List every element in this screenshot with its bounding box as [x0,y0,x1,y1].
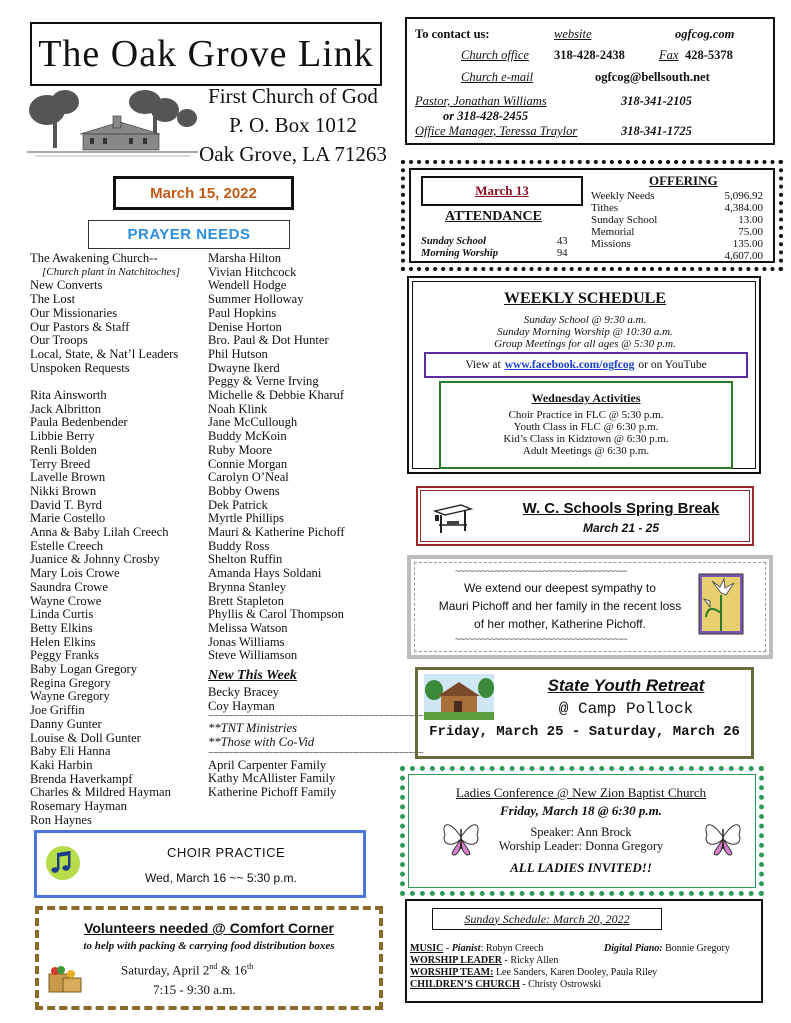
divider: ~~~~~~~~~~~~~~~~~~~~~~~~~~~~~~~~~~~~~~~~~~~ [208,748,424,760]
attendance-value: 43 [557,236,568,247]
prayer-item: Regina Gregory [30,675,111,690]
prayer-item: Danny Gunter [30,716,102,731]
volunteers-subtitle: to help with packing & carrying food distribution boxes [83,940,335,952]
prayer-item: Joe Griffin [30,703,85,718]
prayer-item: Brenda Haverkampf [30,771,133,786]
prayer-item: Myrtle Phillips [208,511,284,526]
choir-title: CHOIR PRACTICE [167,845,286,860]
prayer-item: Bro. Paul & Dot Hunter [208,333,329,348]
manager-label: Office Manager, Teressa Traylor [415,124,578,138]
website-url: ogfcog.com [675,27,735,41]
contact-box [405,17,775,145]
offering-label: Memorial [591,226,635,238]
attendance-date: March 13 [421,176,583,206]
families [208,759,388,800]
prayer-item: Charles & Mildred Hayman [30,785,171,800]
prayer-item: Melissa Watson [208,620,288,635]
prayer-item: Terry Breed [30,456,91,471]
prayer-item: Our Troops [30,333,88,348]
music-line: MUSIC - Pianist: Robyn Creech [410,943,544,954]
prayer-item: Shelton Ruffin [208,552,283,567]
food-boxes-icon [47,960,83,996]
prayer-names [30,389,205,828]
offering-label: Weekly Needs [591,190,655,202]
new-this-week-title: New This Week [208,668,297,684]
prayer-item: Mauri & Katherine Pichoff [208,525,345,540]
masthead-title: The Oak Grove Link [30,22,382,86]
volunteers-title: Volunteers needed @ Comfort Corner [84,920,334,936]
prayer-item: New Converts [30,278,103,293]
prayer-item: Baby Eli Hanna [30,744,111,759]
prayer-item: Carolyn O’Neal [208,470,289,485]
prayer-item: Rosemary Hayman [30,799,127,814]
prayer-item: Rita Ainsworth [30,388,107,403]
prayer-item: Dek Patrick [208,497,268,512]
pastor-alt-phone: or 318-428-2455 [443,109,529,123]
prayer-list-col1 [30,252,205,828]
attendance-value: 94 [557,248,568,259]
prayer-item: Linda Curtis [30,607,94,622]
prayer-item: Juanice & Johnny Crosby [30,552,160,567]
church-office-phone: 318-428-2438 [554,48,625,62]
po-box: P. O. Box 1012 [229,113,357,137]
choir-time: Wed, March 16 ~~ 5:30 p.m. [145,871,297,885]
prayer-item: Michelle & Debbie Kharuf [208,388,345,403]
church-office-label: Church office [461,48,529,62]
schedule-line: Group Meetings for all ages @ 5:30 p.m. [494,338,676,350]
email-label: Church e-mail [461,70,534,84]
youth-retreat-title: State Youth Retreat [547,676,705,695]
divider: ~~~~~~~~~~~~~~~~~~~~~~~~~~~~~~~~~~~~~~~ [455,635,627,645]
fax-number: 428-5378 [685,48,733,62]
prayer-item: Peggy Franks [30,648,99,663]
offering-title: OFFERING [649,173,718,188]
prayer-item: Marsha Hilton [208,251,282,265]
pastor-phone: 318-341-2105 [621,94,692,108]
prayer-item: The Awakening Church-- [30,251,158,265]
schedule-line: Sunday School @ 9:30 a.m. [523,314,647,326]
prayer-item: Steve Williamson [208,648,298,663]
city-address: Oak Grove, LA 71263 [199,142,387,166]
prayer-item: Our Missionaries [30,305,118,320]
prayer-item: Buddy McKoin [208,429,287,444]
church-name: First Church of God [208,84,378,108]
attendance-label: Sunday School [421,236,487,247]
prayer-item: The Lost [30,292,76,307]
offering-label: Tithes [591,202,619,214]
wednesday-line: Kid’s Class in Kidztown @ 6:30 p.m. [503,433,669,445]
prayer-names [208,252,388,663]
prayer-item: **TNT Ministries [208,721,297,736]
ministries [208,722,388,749]
sunday-schedule-box [405,899,763,1003]
wednesday-title: Wednesday Activities [531,391,641,405]
prayer-item: Kathy McAllister Family [208,771,336,786]
prayer-item: Louise & Doll Gunter [30,730,141,745]
sympathy-line: We extend our deepest sympathy to [464,581,656,595]
weekly-schedule-title: WEEKLY SCHEDULE [504,290,666,307]
offering-value: 75.00 [738,226,763,238]
youtube-text: or on YouTube [638,359,707,371]
prayer-item: Lavelle Brown [30,470,106,485]
facebook-link[interactable]: www.facebook.com/ogfcog [504,359,635,371]
prayer-item: Libbie Berry [30,429,95,444]
attendance-label: Morning Worship [421,248,498,259]
prayer-item: Denise Horton [208,319,282,334]
church-illustration [25,88,200,160]
prayer-item: Ron Haynes [30,812,92,827]
prayer-item: Connie Morgan [208,456,288,471]
prayer-item: Dwayne Ikerd [208,360,280,375]
prayer-item: Kaki Harbin [30,758,93,772]
offering-value: 13.00 [738,214,763,226]
prayer-list-col2 [208,251,424,800]
spring-break-dates: March 21 - 25 [582,521,660,535]
prayer-item: Local, State, & Nat’l Leaders [30,346,179,361]
sympathy-line: of her mother, Katherine Pichoff. [474,617,646,631]
prayer-item: Katherine Pichoff Family [208,785,337,800]
digital-piano-line: Digital Piano: Bonnie Gregory [604,943,730,954]
worship-team-line: WORSHIP TEAM: Lee Sanders, Karen Dooley, Paula Riley [410,967,658,978]
facebook-box [424,352,748,378]
volunteers-time: 7:15 - 9:30 a.m. [153,982,236,997]
prayer-item: Noah Klink [208,401,268,416]
prayer-item: Nikki Brown [30,483,97,498]
school-desk-icon [431,497,475,537]
prayer-item: Helen Elkins [30,634,96,649]
prayer-item: Brett Stapleton [208,593,284,608]
prayer-item: **Those with Co-Vid [208,734,315,749]
choir-practice-box [34,830,366,898]
prayer-item: Anna & Baby Lilah Creech [30,525,169,540]
prayer-item: Jack Albritton [30,401,102,416]
prayer-item: Marie Costello [30,511,106,526]
wednesday-activities-box [439,381,733,469]
prayer-item: Paul Hopkins [208,305,277,320]
prayer-item: Wayne Gregory [30,689,110,704]
schedule-line: Sunday Morning Worship @ 10:30 a.m. [497,326,673,338]
weekly-schedule-box [407,276,761,474]
email-address[interactable]: ogfcog@bellsouth.net [595,70,710,84]
prayer-item: Paula Bedenbender [30,415,128,430]
prayer-item: Renli Bolden [30,442,97,457]
spring-break-box [416,486,754,546]
prayer-item: Peggy & Verne Irving [208,374,319,389]
new-names [208,686,388,713]
prayer-item: Bobby Owens [208,483,280,498]
prayer-item: Mary Lois Crowe [30,566,120,581]
youth-retreat-location: @ Camp Pollock [558,700,694,718]
sunday-schedule-header: Sunday Schedule: March 20, 2022 [432,908,662,930]
wednesday-line: Choir Practice in FLC @ 5:30 p.m. [508,409,664,421]
prayer-item: Phil Hutson [208,346,268,361]
ladies-when: Friday, March 18 @ 6:30 p.m. [499,803,662,818]
prayer-item: Vivian Hitchcock [208,264,297,279]
pastor-label: Pastor, Jonathan Williams [415,94,547,108]
ladies-invite: ALL LADIES INVITED!! [510,860,652,875]
volunteers-dates: Saturday, April 2nd & 16th [121,962,254,978]
prayer-item: David T. Byrd [30,497,102,512]
prayer-item: Wayne Crowe [30,593,102,608]
offering-label: Sunday School [591,214,658,226]
attendance-offering-box [401,160,783,271]
prayer-item: Jane McCullough [208,415,298,430]
prayer-needs-title: PRAYER NEEDS [88,220,290,249]
issue-date: March 15, 2022 [113,176,294,210]
worship-leader-line: WORSHIP LEADER - Ricky Allen [410,955,559,966]
sympathy-box [407,555,773,659]
prayer-item: Estelle Creech [30,538,104,553]
prayer-item: Brynna Stanley [208,579,286,594]
prayer-item: Becky Bracey [208,684,279,699]
prayer-item: Betty Elkins [30,620,93,635]
spring-break-title: W. C. Schools Spring Break [522,500,720,517]
prayer-item-note: [Church plant in Natchitoches] [42,265,181,278]
offering-value: 4,607.00 [724,250,763,262]
youth-retreat-box [415,667,754,759]
youth-retreat-dates: Friday, March 25 - Saturday, March 26 [429,724,740,740]
offering-value: 135.00 [732,238,763,250]
view-at-text: View at [465,359,501,371]
ladies-worship: Worship Leader: Donna Gregory [498,839,664,853]
prayer-item: Phyllis & Carol Thompson [208,607,344,622]
prayer-groups [30,279,205,375]
lily-icon [698,573,744,635]
prayer-item: April Carpenter Family [208,757,327,772]
childrens-church-line: CHILDREN’S CHURCH - Christy Ostrowski [410,979,602,990]
sympathy-line: Mauri Pichoff and her family in the recent loss [438,599,682,613]
cabin-icon [424,674,494,720]
butterfly-icon [439,815,483,859]
prayer-item: Unspoken Requests [30,360,130,375]
offering-label: Missions [591,238,631,250]
website-link[interactable]: website [554,27,592,41]
wednesday-line: Adult Meetings @ 6:30 p.m. [522,445,650,457]
prayer-item: Coy Hayman [208,698,275,713]
ladies-title: Ladies Conference @ New Zion Baptist Church [455,785,707,800]
prayer-item: Ruby Moore [208,442,273,457]
contact-label: To contact us: [415,27,490,41]
fax-label: Fax [659,48,679,62]
divider: ~~~~~~~~~~~~~~~~~~~~~~~~~~~~~~~~~~~~~~~ [455,567,627,577]
prayer-item: Amanda Hays Soldani [208,566,322,581]
prayer-item: Summer Holloway [208,292,304,307]
offering-value: 5,096.92 [724,190,763,202]
prayer-item: Saundra Crowe [30,579,108,594]
music-notes-icon [45,845,81,881]
prayer-item: Our Pastors & Staff [30,319,130,334]
attendance-title: ATTENDANCE [445,209,542,224]
prayer-item: Buddy Ross [208,538,270,553]
prayer-item: Wendell Hodge [208,278,287,293]
ladies-conference-box [400,766,764,896]
prayer-item: Baby Logan Gregory [30,662,138,677]
offering-value: 4,384.00 [724,202,763,214]
butterfly-icon [701,815,745,859]
wednesday-line: Youth Class in FLC @ 6:30 p.m. [513,421,659,433]
ladies-speaker: Speaker: Ann Brock [530,825,632,839]
volunteers-box [35,906,383,1010]
manager-phone: 318-341-1725 [621,124,692,138]
prayer-item: Jonas Williams [208,634,285,649]
divider: ~~~~~~~~~~~~~~~~~~~~~~~~~~~~~~~~~~~~~~~~~~~ [208,712,424,724]
